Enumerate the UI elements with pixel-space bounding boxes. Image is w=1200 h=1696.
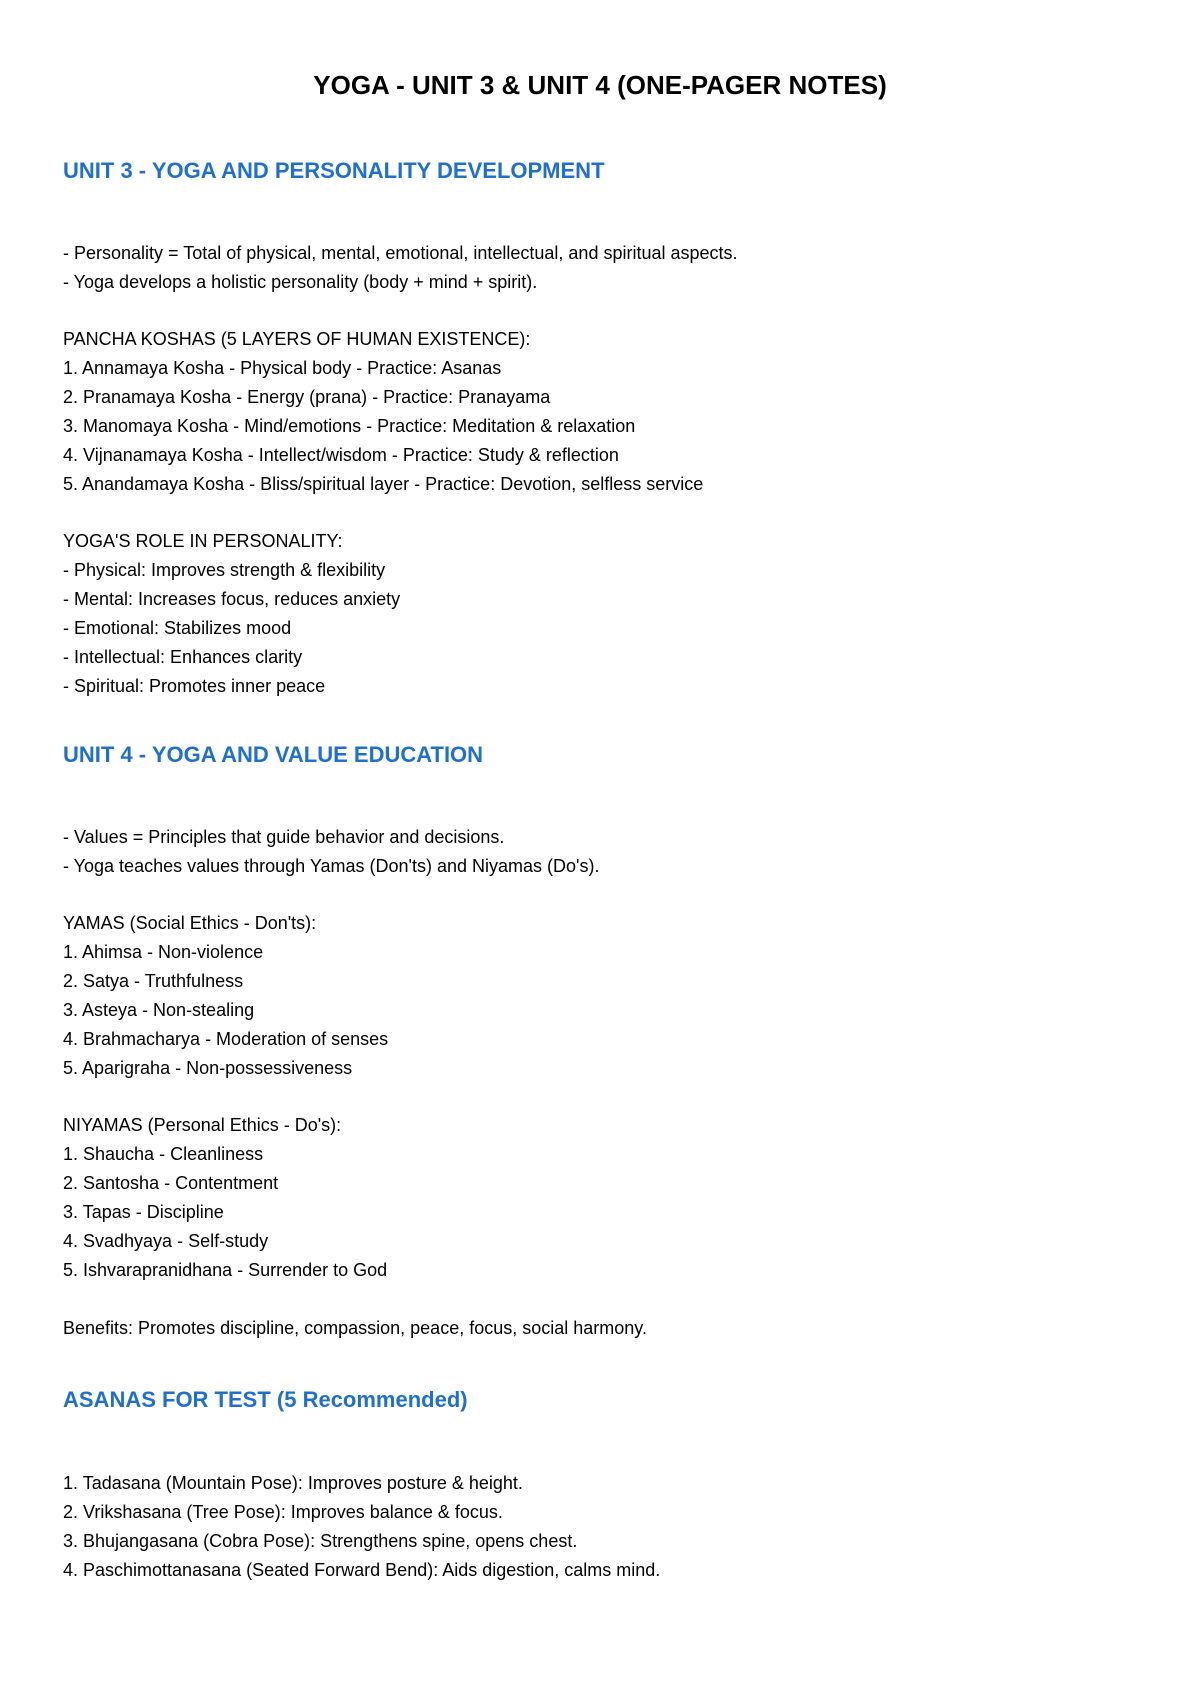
kosha-item: 4. Vijnanamaya Kosha - Intellect/wisdom - Practice: Study & reflection (63, 445, 619, 465)
yama-item: 1. Ahimsa - Non-violence (63, 942, 264, 962)
benefits-text: Benefits: Promotes discipline, compassion, peace, focus, social harmony. (63, 1318, 647, 1338)
asana-item: 1. Tadasana (Mountain Pose): Improves posture & height. (63, 1473, 523, 1493)
yamas-title: YAMAS (Social Ethics - Don'ts): (63, 913, 317, 933)
niyamas-block (63, 1111, 387, 1285)
asana-item: 3. Bhujangasana (Cobra Pose): Strengthens spine, opens chest. (63, 1531, 578, 1551)
benefits-block (63, 1314, 647, 1343)
unit3-heading: UNIT 3 - YOGA AND PERSONALITY DEVELOPMENT (63, 158, 605, 183)
role-item: - Intellectual: Enhances clarity (63, 647, 303, 667)
niyama-item: 2. Santosha - Contentment (63, 1173, 279, 1193)
yamas-block (63, 909, 388, 1083)
kosha-item: 5. Anandamaya Kosha - Bliss/spiritual layer - Practice: Devotion, selfless service (63, 474, 704, 494)
koshas-title: PANCHA KOSHAS (5 LAYERS OF HUMAN EXISTENCE): (63, 329, 531, 349)
role-item: - Emotional: Stabilizes mood (63, 618, 292, 638)
unit4-intro-line: - Yoga teaches values through Yamas (Don'ts) and Niyamas (Do's). (63, 856, 600, 876)
role-item: - Spiritual: Promotes inner peace (63, 676, 326, 696)
role-item: - Mental: Increases focus, reduces anxiety (63, 589, 401, 609)
niyama-item: 5. Ishvarapranidhana - Surrender to God (63, 1260, 388, 1280)
kosha-item: 2. Pranamaya Kosha - Energy (prana) - Practice: Pranayama (63, 387, 551, 407)
unit3-intro (63, 239, 738, 297)
document-title: YOGA - UNIT 3 & UNIT 4 (ONE-PAGER NOTES) (313, 70, 887, 100)
unit4-intro (63, 823, 599, 881)
unit4-heading: UNIT 4 - YOGA AND VALUE EDUCATION (63, 742, 484, 767)
kosha-item: 1. Annamaya Kosha - Physical body - Practice: Asanas (63, 358, 502, 378)
niyama-item: 3. Tapas - Discipline (63, 1202, 224, 1222)
niyama-item: 1. Shaucha - Cleanliness (63, 1144, 264, 1164)
yama-item: 3. Asteya - Non-stealing (63, 1000, 255, 1020)
role-block (63, 527, 400, 701)
yama-item: 4. Brahmacharya - Moderation of senses (63, 1029, 389, 1049)
niyamas-title: NIYAMAS (Personal Ethics - Do's): (63, 1115, 342, 1135)
asana-item: 2. Vrikshasana (Tree Pose): Improves balance & focus. (63, 1502, 503, 1522)
yama-item: 2. Satya - Truthfulness (63, 971, 244, 991)
koshas-block (63, 325, 703, 499)
role-title: YOGA'S ROLE IN PERSONALITY: (63, 531, 343, 551)
niyama-item: 4. Svadhyaya - Self-study (63, 1231, 269, 1251)
asanas-block (63, 1469, 660, 1585)
unit3-intro-line: - Personality = Total of physical, mental, emotional, intellectual, and spiritual aspects. (63, 243, 738, 263)
unit4-intro-line: - Values = Principles that guide behavior and decisions. (63, 827, 505, 847)
asanas-heading: ASANAS FOR TEST (5 Recommended) (63, 1387, 468, 1412)
unit3-intro-line: - Yoga develops a holistic personality (body + mind + spirit). (63, 272, 538, 292)
kosha-item: 3. Manomaya Kosha - Mind/emotions - Practice: Meditation & relaxation (63, 416, 636, 436)
asana-item: 4. Paschimottanasana (Seated Forward Bend): Aids digestion, calms mind. (63, 1560, 661, 1580)
role-item: - Physical: Improves strength & flexibility (63, 560, 386, 580)
yama-item: 5. Aparigraha - Non-possessiveness (63, 1058, 353, 1078)
